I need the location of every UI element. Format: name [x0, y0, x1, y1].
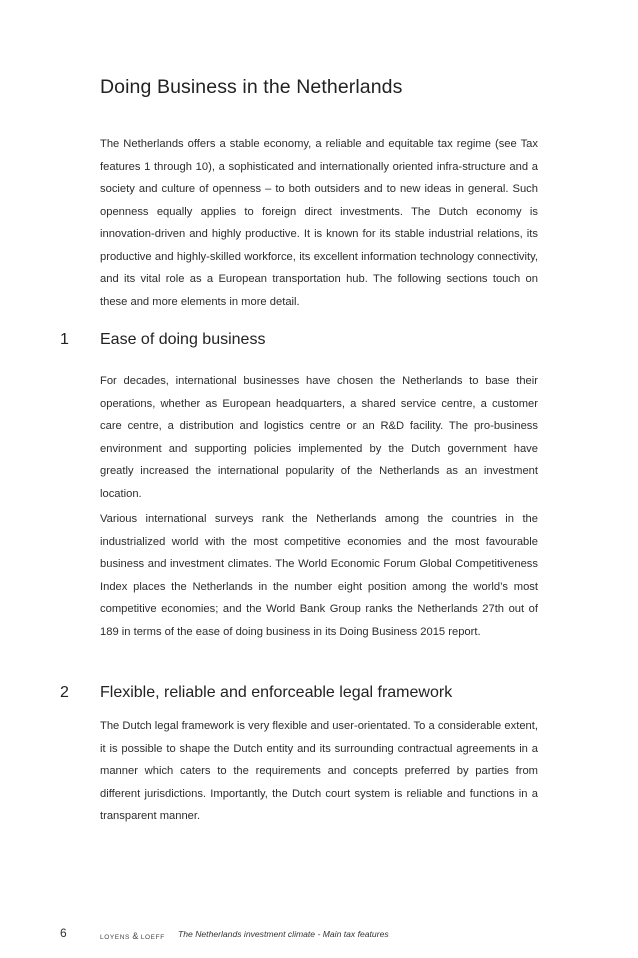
logo-text-right: LOEFF [140, 934, 165, 941]
section-heading: Flexible, reliable and enforceable legal framework [100, 684, 453, 701]
section-heading: Ease of doing business [100, 331, 266, 348]
footer-document-title: The Netherlands investment climate - Main tax features [178, 929, 389, 939]
section-paragraph: The Dutch legal framework is very flexible and user-orientated. To a considerable extent, it is possible to shape the Dutch entity and its surrounding contractual agreements in a manner which caters to the requirements and concepts preferred by parties from different jurisdictions. Importantly, the Dutch court system is reliable and functions in a transparent manner. [100, 720, 538, 822]
section-number: 1 [60, 331, 69, 348]
section-paragraph: For decades, international businesses have chosen the Netherlands to base their operations, whether as European headquarters, a shared service centre, a customer care centre, a distribution and logistics centre or an R&D facility. The pro-business environment and supporting policies implemented by the Dutch government have greatly increased the international popularity of the Netherlands as an investment location. [100, 375, 538, 500]
logo-ampersand: & [132, 931, 139, 941]
logo-text-left: LOYENS [100, 934, 130, 941]
company-logo [100, 931, 165, 941]
page-number: 6 [60, 926, 67, 940]
section-number: 2 [60, 684, 69, 701]
section-paragraph: Various international surveys rank the Netherlands among the countries in the industrialized world with the most competitive economies and the most favourable business and investment climates. The World Economic Forum Global Competitiveness Index places the Netherlands in the number eight position among the world’s most competitive economies; and the World Bank Group ranks the Netherlands 27th out of 189 in terms of the ease of doing business in its Doing Business 2015 report. [100, 513, 538, 638]
page-title: Doing Business in the Netherlands [100, 76, 403, 98]
intro-paragraph: The Netherlands offers a stable economy, a reliable and equitable tax regime (see Tax features 1 through 10), a sophisticated and internationally oriented infra-structure and a society and culture of openness – to both outsiders and to new ideas in general. Such openness equally applies to foreign direct investments. The Dutch economy is innovation-driven and highly productive. It is known for its stable industrial relations, its productive and highly-skilled workforce, its excellent information technology connectivity, and its vital role as a European transportation hub. The following sections touch on these and more elements in more detail. [100, 138, 538, 308]
